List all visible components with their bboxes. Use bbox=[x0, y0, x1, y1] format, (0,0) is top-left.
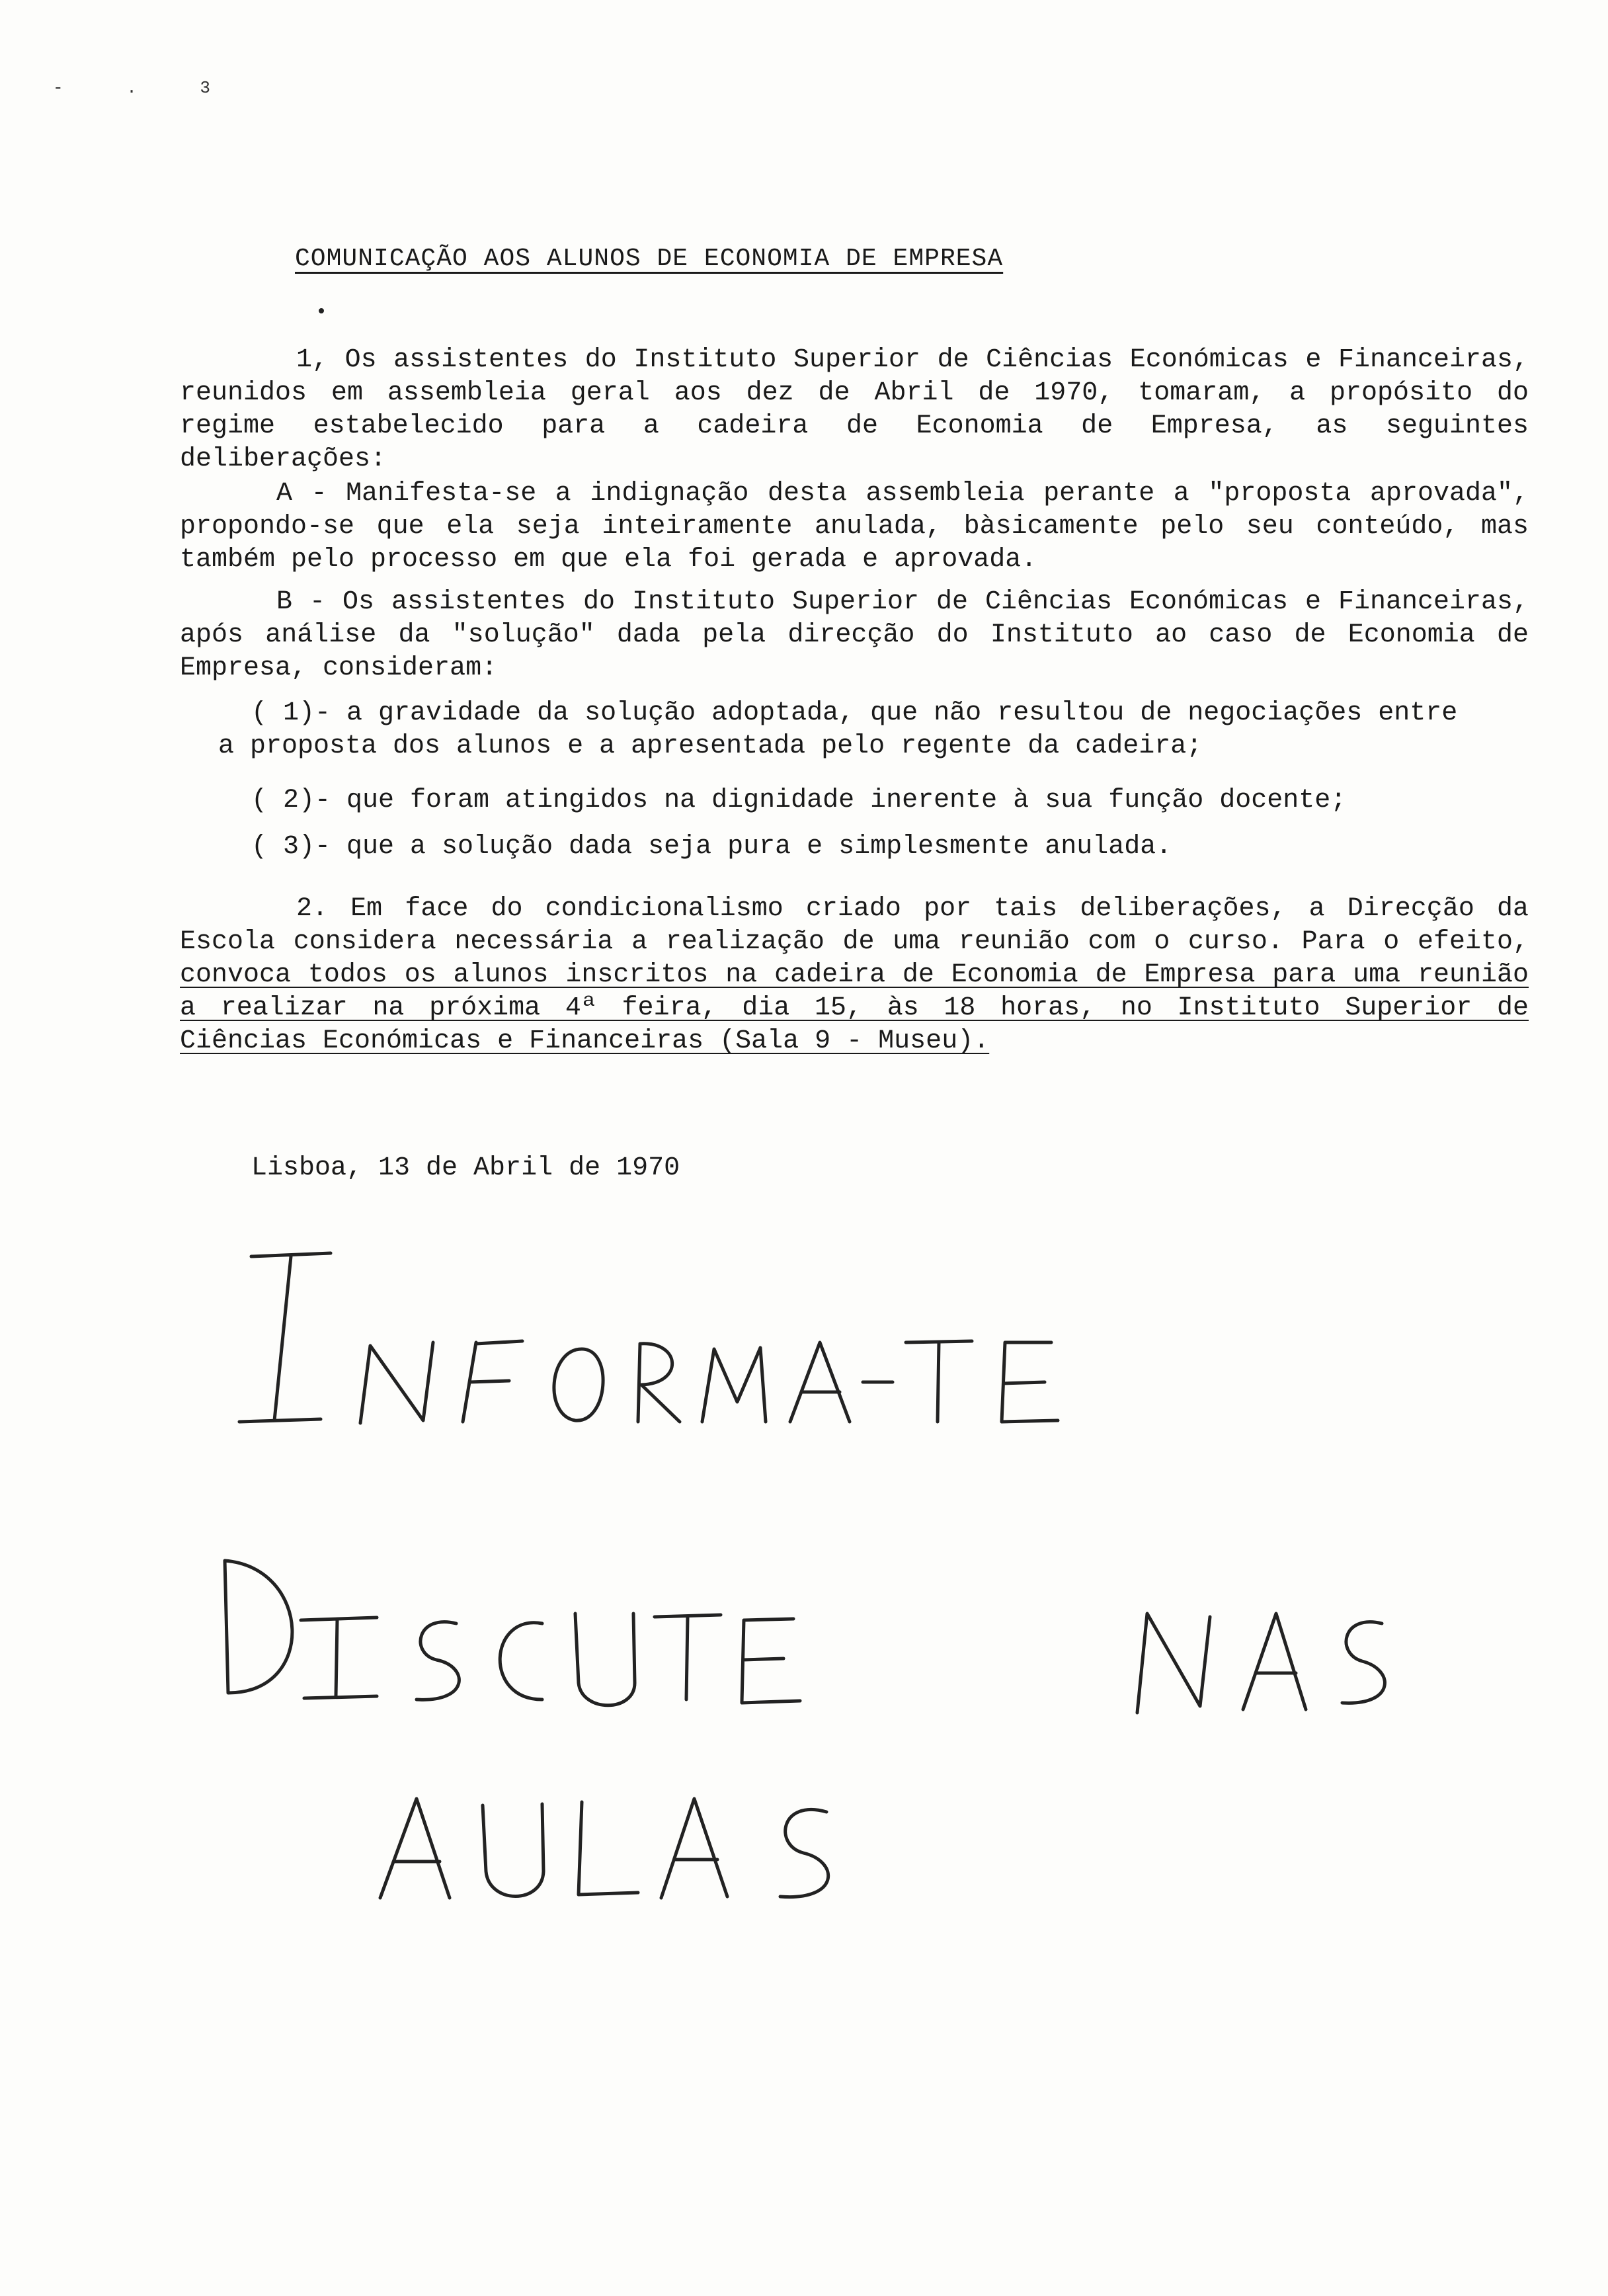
list-item-3: ( 3)- que a solução dada seja pura e simplesmente anulada. bbox=[251, 832, 1172, 862]
margin-marks: - . 3 bbox=[53, 78, 237, 98]
point-a: A - Manifesta-se a indignação desta assembleia perante a "proposta aprovada", propondo-se que ela seja inteiramente anulada, bàsicamente pelo seu conteúdo, mas também pelo processo em que ela foi gerada e aprovada. bbox=[180, 479, 1529, 575]
handwritten-line-1 bbox=[239, 1253, 1058, 1423]
point-b: B - Os assistentes do Instituto Superior de Ciências Económicas e Financeiras, após análise da "solução" dada pela direcção do Instituto ao caso de Economia de Empresa, consideram: bbox=[180, 587, 1529, 683]
meeting-notice: convoca todos os alunos inscritos na cadeira de Economia de Empresa para uma reunião a realizar na próxima 4ª feira, dia 15, às 18 horas, no Instituto Superior de Ciências Económicas e Financeiras (Sala 9 - Museu). bbox=[180, 960, 1529, 1056]
list-item-2: ( 2)- que foram atingidos na dignidade inerente à sua função docente; bbox=[251, 786, 1347, 815]
date-line: Lisboa, 13 de Abril de 1970 bbox=[251, 1153, 680, 1183]
paragraph-2-text: 2. Em face do condicionalismo criado por tais deliberações, a Direcção da Escola considera necessária a realização de uma reunião com o curso. Para o efeito, bbox=[180, 894, 1529, 957]
handwritten-line-2 bbox=[225, 1561, 1385, 1713]
document-title: COMUNICAÇÃO AOS ALUNOS DE ECONOMIA DE EMPRESA bbox=[295, 245, 1004, 273]
handwritten-line-3 bbox=[380, 1799, 828, 1898]
list-item-1-continuation: a proposta dos alunos e a apresentada pelo regente da cadeira; bbox=[218, 731, 1203, 761]
paragraph-1: 1, Os assistentes do Instituto Superior de Ciências Económicas e Financeiras, reunidos em assembleia geral aos dez de Abril de 1970, tomaram, a propósito do regime estabelecido para a cadeira de Economia de Empresa, as seguintes deliberações: bbox=[180, 345, 1529, 474]
list-item-1: ( 1)- a gravidade da solução adoptada, que não resultou de negociações entre bbox=[251, 698, 1458, 728]
